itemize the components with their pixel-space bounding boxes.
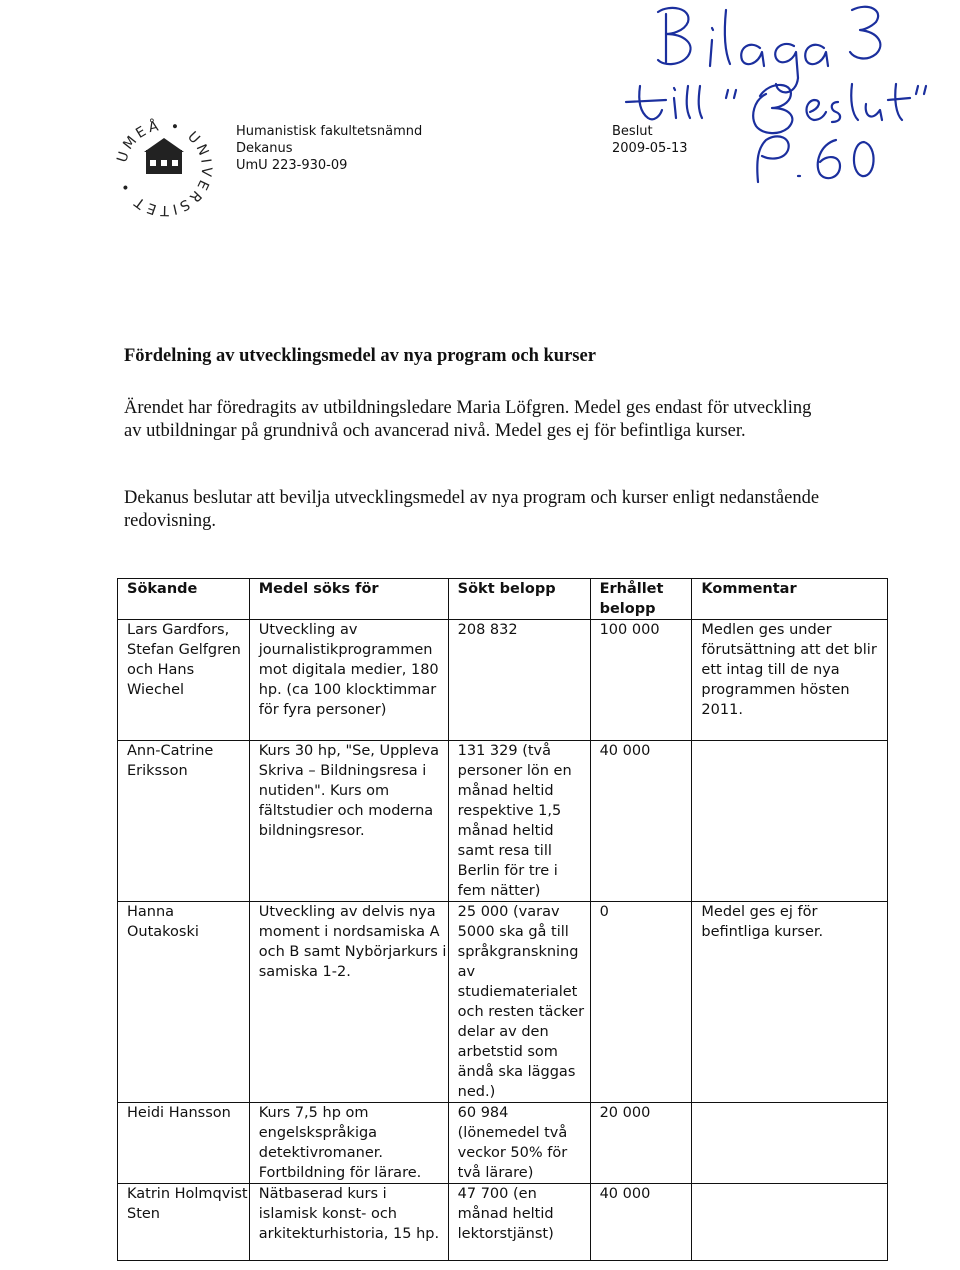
cell-requested-amount: 25 000 (varav 5000 ska gå till språkgranskning av studiematerialet och resten täcker delar av den arbetstid som ändå ska läggas ned.) xyxy=(448,902,590,1103)
cell-funding-purpose: Kurs 7,5 hp om engelskspråkiga detektivromaner. Fortbildning för lärare. xyxy=(249,1103,448,1184)
cell-applicant: Lars Gardfors, Stefan Gelfgren och Hans Wiechel xyxy=(118,620,250,741)
cell-granted-amount: 40 000 xyxy=(590,1184,692,1261)
cell-applicant: Heidi Hansson xyxy=(118,1103,250,1184)
cell-comment: Medlen ges under förutsättning att det blir ett intag till de nya programmen hösten 2011. xyxy=(692,620,888,741)
cell-requested-amount: 47 700 (en månad heltid lektorstjänst) xyxy=(448,1184,590,1261)
registration-number: UmU 223-930-09 xyxy=(236,158,348,173)
cell-funding-purpose: Utveckling av delvis nya moment i nordsamiska A och B samt Nybörjarkurs i samiska 1-2. xyxy=(249,902,448,1103)
cell-comment: Medel ges ej för befintliga kurser. xyxy=(692,902,888,1103)
header-applicant: Sökande xyxy=(118,579,250,620)
header-comment: Kommentar xyxy=(692,579,888,620)
university-seal-logo xyxy=(104,108,224,218)
cell-requested-amount: 131 329 (två personer lön en månad heltid respektive 1,5 månad heltid samt resa till Berlin för tre i fem nätter) xyxy=(448,741,590,902)
org-line1: Humanistisk fakultetsnämnd xyxy=(236,124,423,139)
handwritten-annotation xyxy=(600,0,950,185)
cell-granted-amount: 0 xyxy=(590,902,692,1103)
header-granted-amount: Erhållet belopp xyxy=(590,579,692,620)
cell-granted-amount: 40 000 xyxy=(590,741,692,902)
cell-applicant: Ann-Catrine Eriksson xyxy=(118,741,250,902)
cell-comment xyxy=(692,1184,888,1261)
cell-funding-purpose: Nätbaserad kurs i islamisk konst- och arkitekturhistoria, 15 hp. xyxy=(249,1184,448,1261)
table-row xyxy=(118,902,888,1103)
document-title: Fördelning av utvecklingsmedel av nya program och kurser xyxy=(124,346,596,366)
cell-funding-purpose: Kurs 30 hp, "Se, Uppleva Skriva – Bildningsresa i nutiden". Kurs om fältstudier och moderna bildningsresor. xyxy=(249,741,448,902)
grants-table xyxy=(117,578,888,1261)
paragraph-background: Ärendet har föredragits av utbildningsledare Maria Löfgren. Medel ges endast för utveckling av utbildningar på grundnivå och avancerad nivå. Medel ges ej för befintliga kurser. xyxy=(124,398,812,441)
cell-requested-amount: 208 832 xyxy=(448,620,590,741)
cell-requested-amount: 60 984 (lönemedel två veckor 50% för två lärare) xyxy=(448,1103,590,1184)
cell-funding-purpose: Utveckling av journalistikprogrammen mot digitala medier, 180 hp. (ca 100 klocktimmar för fyra personer) xyxy=(249,620,448,741)
document-type: Beslut xyxy=(612,124,653,139)
paragraph-decision: Dekanus beslutar att bevilja utvecklingsmedel av nya program och kurser enligt nedanstående redovisning. xyxy=(124,488,820,531)
table-row xyxy=(118,620,888,741)
cell-comment xyxy=(692,741,888,902)
cell-applicant: Katrin Holmqvist Sten xyxy=(118,1184,250,1261)
cell-granted-amount: 100 000 xyxy=(590,620,692,741)
table-row xyxy=(118,1184,888,1261)
table-row xyxy=(118,1103,888,1184)
svg-text:UMEÅ • UNIVERSITET •: UMEÅ • UNIVERSITET • xyxy=(114,117,215,218)
cell-applicant: Hanna Outakoski xyxy=(118,902,250,1103)
cell-granted-amount: 20 000 xyxy=(590,1103,692,1184)
header-requested-amount: Sökt belopp xyxy=(448,579,590,620)
header-organization xyxy=(236,123,422,174)
header-funding-purpose: Medel söks för xyxy=(249,579,448,620)
document-date: 2009-05-13 xyxy=(612,141,688,156)
cell-comment xyxy=(692,1103,888,1184)
table-row xyxy=(118,741,888,902)
org-line2: Dekanus xyxy=(236,141,293,156)
table-header-row xyxy=(118,579,888,620)
